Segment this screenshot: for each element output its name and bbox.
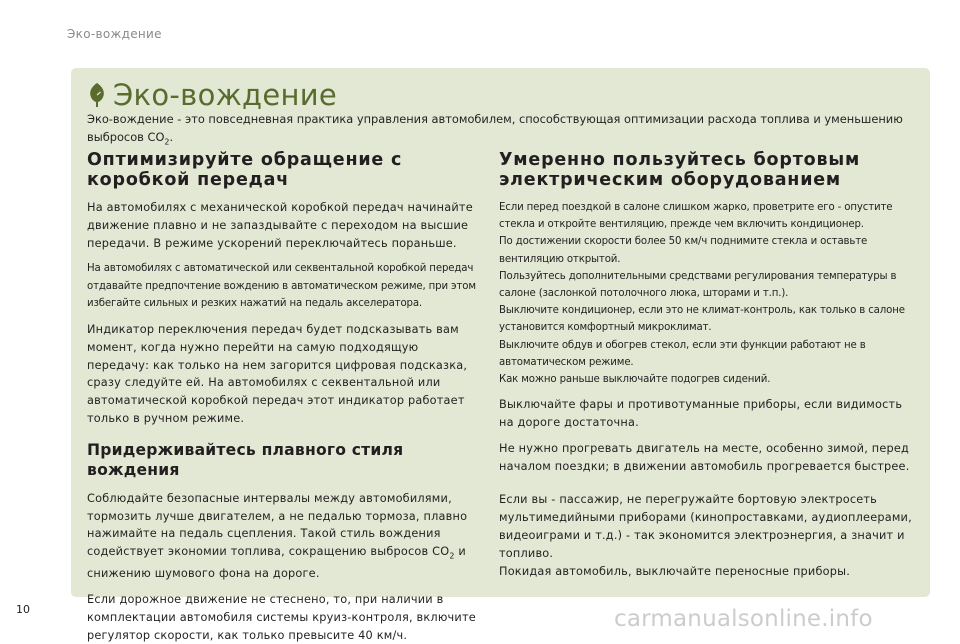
electrical-p1: Если перед поездкой в салоне слишком жарко, проветрите его - опустите стекла и откройте вентиляцию, прежде чем включить кондиционер. <box>499 202 893 231</box>
electrical-p10: Покидая автомобиль, выключайте переносные приборы. <box>499 564 851 578</box>
left-column <box>87 150 483 644</box>
smooth-p2: Если дорожное движение не стеснено, то, при наличии в комплектации автомобиля системы круиз-контроля, включите регулятор скорости, как только превысите 40 км/ч. <box>87 593 476 642</box>
electrical-heading: Умеренно пользуйтесь бортовым электрическим оборудованием <box>499 150 861 190</box>
panel-title: Эко-вождение <box>113 78 338 112</box>
smooth-p1: Соблюдайте безопасные интервалы между автомобилями, тормозить лучше двигателем, а не педалью тормоза, плавно нажимайте на педаль сцепления. Такой стиль вождения содействует экономии топлива, сокращению выбросов $CO_2$ и снижению шумового фона на дороге. <box>87 491 468 581</box>
panel-title-row <box>87 77 337 113</box>
smooth-heading: Придерживайтесь плавного стиля вождения <box>87 440 404 479</box>
intro-text: Эко-вождение - это повседневная практика управления автомобилем, способствующая оптимизации расхода топлива и уменьшению выбросов $CO_2$. <box>87 112 903 146</box>
running-head: Эко-вождение <box>67 27 162 41</box>
electrical-p9: Если вы - пассажир, не перегружайте бортовую электросеть мультимедийными приборами (кинопроставками, аудиоплеерами, видеоиграми и т.д.) - так экономится электроэнергия, а значит и топливо. <box>499 493 912 560</box>
watermark: carmanualsonline.info <box>614 606 873 632</box>
gearbox-p3: Индикатор переключения передач будет подсказывать вам момент, когда нужно перейти на самую подходящую передачу: как только на нем загорится цифровая подсказка, сразу следуйте ей. На автомобилях с секвентальной или автоматической коробкой передач этот индикатор работает только в ручном режиме. <box>87 323 468 425</box>
gearbox-p2: На автомобилях с автоматической или секвентальной коробкой передач отдавайте предпочтение вождению в автоматическом режиме, при этом избегайте сильных и резких нажатий на педаль акселератора. <box>87 263 476 309</box>
electrical-p5: Выключите обдув и обогрев стекол, если эти функции работают не в автоматическом режиме. <box>499 339 866 368</box>
electrical-p8: Не нужно прогревать двигатель на месте, особенно зимой, перед началом поездки; в движении автомобиль прогревается быстрее. <box>499 441 910 473</box>
electrical-p4: Выключите кондиционер, если это не климат-контроль, как только в салоне установится комфортный микроклимат. <box>499 305 905 334</box>
electrical-p2: По достижении скорости более 50 км/ч поднимите стекла и оставьте вентиляцию открытой. <box>499 236 868 265</box>
electrical-p6: Как можно раньше выключайте подогрев сидений. <box>499 374 771 386</box>
gearbox-p1: На автомобилях с механической коробкой передач начинайте движение плавно и не запаздывайте с переходом на высшие передачи. В режиме ускорений переключайтесь пораньше. <box>87 201 473 250</box>
right-column <box>499 150 914 580</box>
electrical-p3: Пользуйтесь дополнительными средствами регулирования температуры в салоне (заслонкой потолочного люка, шторами и т.п.). <box>499 270 897 300</box>
electrical-p7: Выключайте фары и противотуманные приборы, если видимость на дороге достаточна. <box>499 398 903 430</box>
gearbox-heading: Оптимизируйте обращение с коробкой передач <box>87 150 403 190</box>
page-number: 10 <box>16 603 30 616</box>
leaf-icon <box>87 82 107 108</box>
